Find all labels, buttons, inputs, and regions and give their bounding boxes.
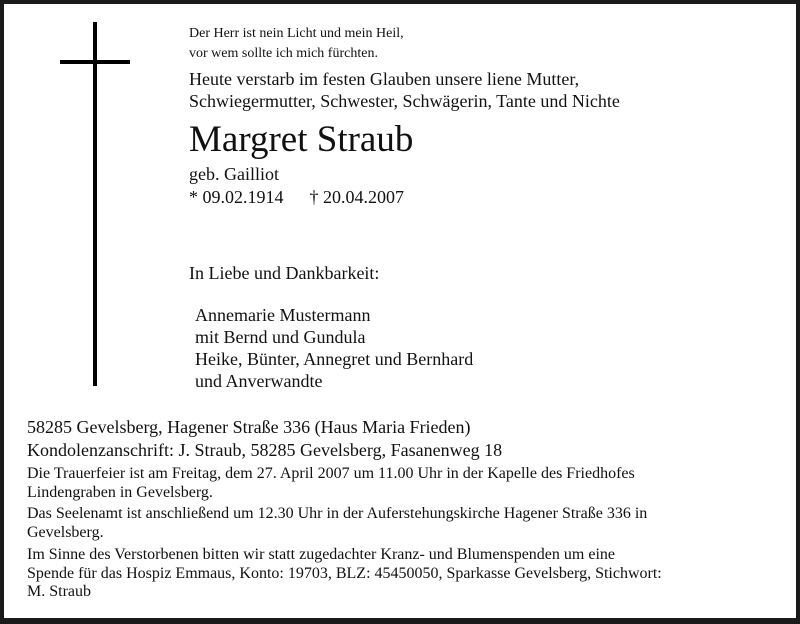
- donation-note: [27, 546, 662, 602]
- mourner-line: Annemarie Mustermann: [195, 305, 371, 325]
- note-line: Spende für das Hospiz Emmaus, Konto: 19703, BLZ: 45450050, Sparkasse Gevelsberg, Stichwort:: [27, 564, 662, 582]
- cross-vertical-beam: [93, 22, 97, 386]
- deceased-name: Margret Straub: [189, 119, 414, 160]
- note-line: Gevelsberg.: [27, 523, 104, 541]
- requiem-mass-note: [27, 505, 647, 542]
- maiden-name: geb. Gailliot: [189, 164, 279, 184]
- note-line: M. Straub: [27, 583, 91, 600]
- residence-address: 58285 Gevelsberg, Hagener Straße 336 (Haus Maria Frieden): [27, 417, 471, 437]
- life-dates: [189, 186, 404, 208]
- address-block: [27, 416, 502, 462]
- mourner-line: mit Bernd und Gundula: [195, 327, 366, 347]
- intro-line: Heute verstarb im festen Glauben unsere liene Mutter,: [189, 69, 580, 89]
- psalm-quote: [189, 24, 404, 64]
- funeral-service-note: [27, 465, 635, 502]
- note-line: Die Trauerfeier ist am Freitag, dem 27. April 2007 um 11.00 Uhr in der Kapelle des Friedhofes: [27, 465, 635, 482]
- cross-horizontal-beam: [60, 60, 130, 64]
- mourners-list: [195, 304, 473, 392]
- mourner-line: und Anverwandte: [195, 371, 323, 391]
- note-line: Lindengraben in Gevelsberg.: [27, 483, 213, 501]
- love-line: In Liebe und Dankbarkeit:: [189, 263, 380, 283]
- note-line: Im Sinne des Verstorbenen bitten wir statt zugedachter Kranz- und Blumenspenden um eine: [27, 546, 615, 563]
- mourner-line: Heike, Bünter, Annegret und Bernhard: [195, 349, 474, 369]
- note-line: Das Seelenamt ist anschließend um 12.30 Uhr in der Auferstehungskirche Hagener Straße 336 in: [27, 505, 648, 522]
- death-date: † 20.04.2007: [309, 187, 404, 207]
- condolence-address: Kondolenzanschrift: J. Straub, 58285 Gevelsberg, Fasanenweg 18: [27, 440, 503, 460]
- intro-line: Schwiegermutter, Schwester, Schwägerin, Tante und Nichte: [189, 91, 620, 111]
- announcement-intro: [189, 68, 620, 112]
- psalm-line: Der Herr ist nein Licht und mein Heil,: [189, 26, 404, 41]
- psalm-line: vor wem sollte ich mich fürchten.: [189, 46, 378, 61]
- birth-date: * 09.02.1914: [189, 187, 284, 207]
